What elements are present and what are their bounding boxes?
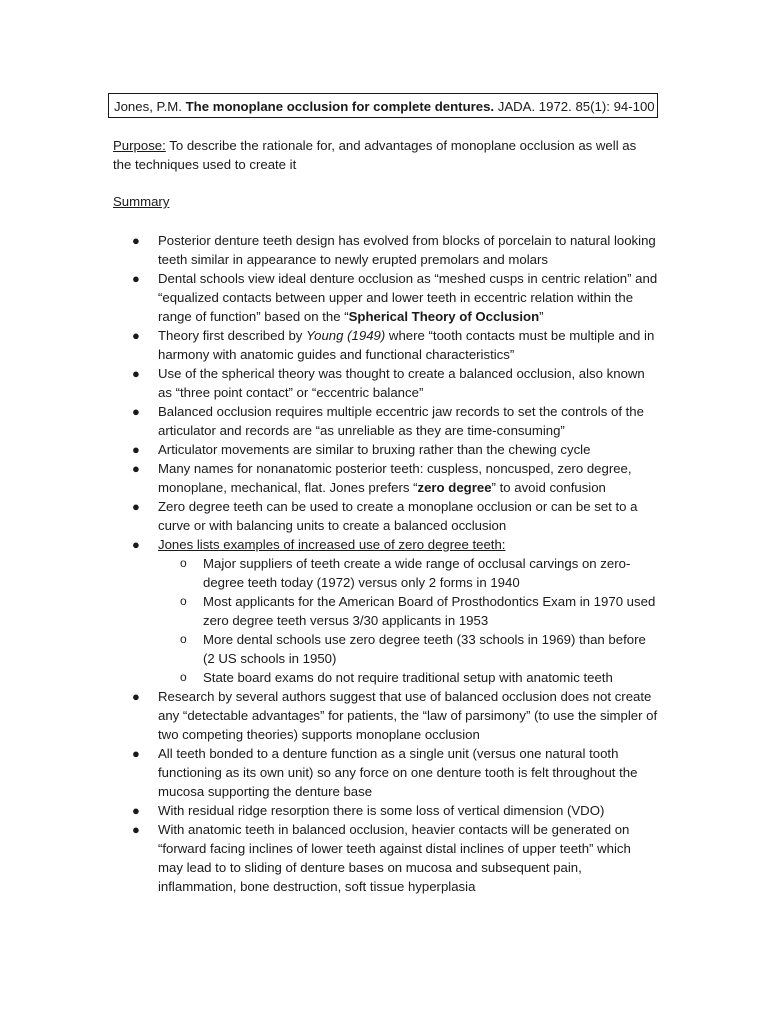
bullet-icon: ● [132, 271, 140, 286]
bullet-icon: ● [132, 461, 140, 476]
list-item: ● Research by several authors suggest that use of balanced occlusion does not create any “detectable advantages” for patients, the “law of parsimony” (to use the simpler of two competing theories) supports monoplane occlusion [132, 689, 658, 742]
hollow-bullet-icon: o [180, 632, 187, 646]
sub-list [158, 554, 658, 687]
sub-list-item: o Most applicants for the American Board of Prosthodontics Exam in 1970 used zero degree teeth versus 3/30 applicants in 1953 [180, 594, 656, 628]
list-item: ● Zero degree teeth can be used to create a monoplane occlusion or can be set to a curve or with balancing units to create a balanced occlusion [132, 499, 638, 533]
bullet-icon: ● [132, 404, 140, 419]
list-item: ● All teeth bonded to a denture function as a single unit (versus one natural tooth functioning as its own unit) so any force on one denture tooth is felt throughout the mucosa supporting the denture base [132, 746, 638, 799]
bullet-icon: ● [132, 746, 140, 761]
bullet-icon: ● [132, 442, 140, 457]
sub-list-item: o More dental schools use zero degree teeth (33 schools in 1969) than before (2 US schools in 1950) [180, 632, 646, 666]
list-item: ● Many names for nonanatomic posterior teeth: cuspless, noncusped, zero degree, monoplane, mechanical, flat. Jones prefers “zero degree” to avoid confusion [132, 461, 632, 495]
list-item: ● Balanced occlusion requires multiple eccentric jaw records to set the controls of the articulator and records are “as unreliable as they are time-consuming” [132, 404, 644, 438]
citation-source: JADA. 1972. 85(1): 94-100 [497, 99, 655, 114]
bullet-icon: ● [132, 537, 140, 552]
bullet-icon: ● [132, 328, 140, 343]
hollow-bullet-icon: o [180, 556, 187, 570]
bullet-icon: ● [132, 689, 140, 704]
list-item: ● With residual ridge resorption there is some loss of vertical dimension (VDO) [132, 803, 605, 818]
list-item: ● Theory first described by Young (1949) where “tooth contacts must be multiple and in harmony with anatomic guides and functional characteristics” [132, 328, 655, 362]
sub-list-item: o State board exams do not require traditional setup with anatomic teeth [180, 670, 613, 685]
list-item: ● Use of the spherical theory was thought to create a balanced occlusion, also known as “three point contact” or “eccentric balance” [132, 366, 645, 400]
list-item: ● Posterior denture teeth design has evolved from blocks of porcelain to natural looking teeth similar in appearance to newly erupted premolars and molars [132, 233, 656, 267]
purpose-text: To describe the rationale for, and advantages of monoplane occlusion as well as the techniques used to create it [113, 138, 637, 172]
sub-list-item: o Major suppliers of teeth create a wide range of occlusal carvings on zero-degree teeth today (1972) versus only 2 forms in 1940 [180, 556, 631, 590]
citation-box [108, 93, 658, 118]
list-item: ● Articulator movements are similar to bruxing rather than the chewing cycle [132, 442, 591, 457]
citation-title: The monoplane occlusion for complete dentures. [185, 99, 495, 114]
list-item: ● Jones lists examples of increased use of zero degree teeth: o Major suppliers of teeth create a wide range of occlusal carvings on zero-degree teeth today (1972) versus only 2 forms in 1940 o Most applicants for the American Board of Prosthodontics Exam in 1970 used zero degree teeth versus 3/30 applicants in 1953 o More dental schools use zero degree teeth (33 schools in 1969) than before (2 US schools in 1950) o State board exams do not require traditional setup with anatomic teeth [113, 535, 658, 687]
purpose-paragraph [113, 136, 653, 174]
summary-heading: Summary [113, 194, 170, 209]
hollow-bullet-icon: o [180, 670, 187, 684]
summary-list [113, 231, 658, 896]
bullet-icon: ● [132, 233, 140, 248]
bullet-icon: ● [132, 803, 140, 818]
hollow-bullet-icon: o [180, 594, 187, 608]
purpose-label: Purpose: [113, 138, 166, 153]
bullet-icon: ● [132, 822, 140, 837]
list-item: ● With anatomic teeth in balanced occlusion, heavier contacts will be generated on “forward facing inclines of lower teeth against distal inclines of upper teeth” which may lead to to sliding of denture bases on mucosa and subsequent pain, inflammation, bone destruction, soft tissue hyperplasia [132, 822, 631, 894]
citation-author: Jones, P.M. [114, 99, 182, 114]
bullet-icon: ● [132, 499, 140, 514]
bullet-icon: ● [132, 366, 140, 381]
list-item: ● Dental schools view ideal denture occlusion as “meshed cusps in centric relation” and “equalized contacts between upper and lower teeth in eccentric relation within the range of function” based on the “Spherical Theory of Occlusion” [132, 271, 658, 324]
